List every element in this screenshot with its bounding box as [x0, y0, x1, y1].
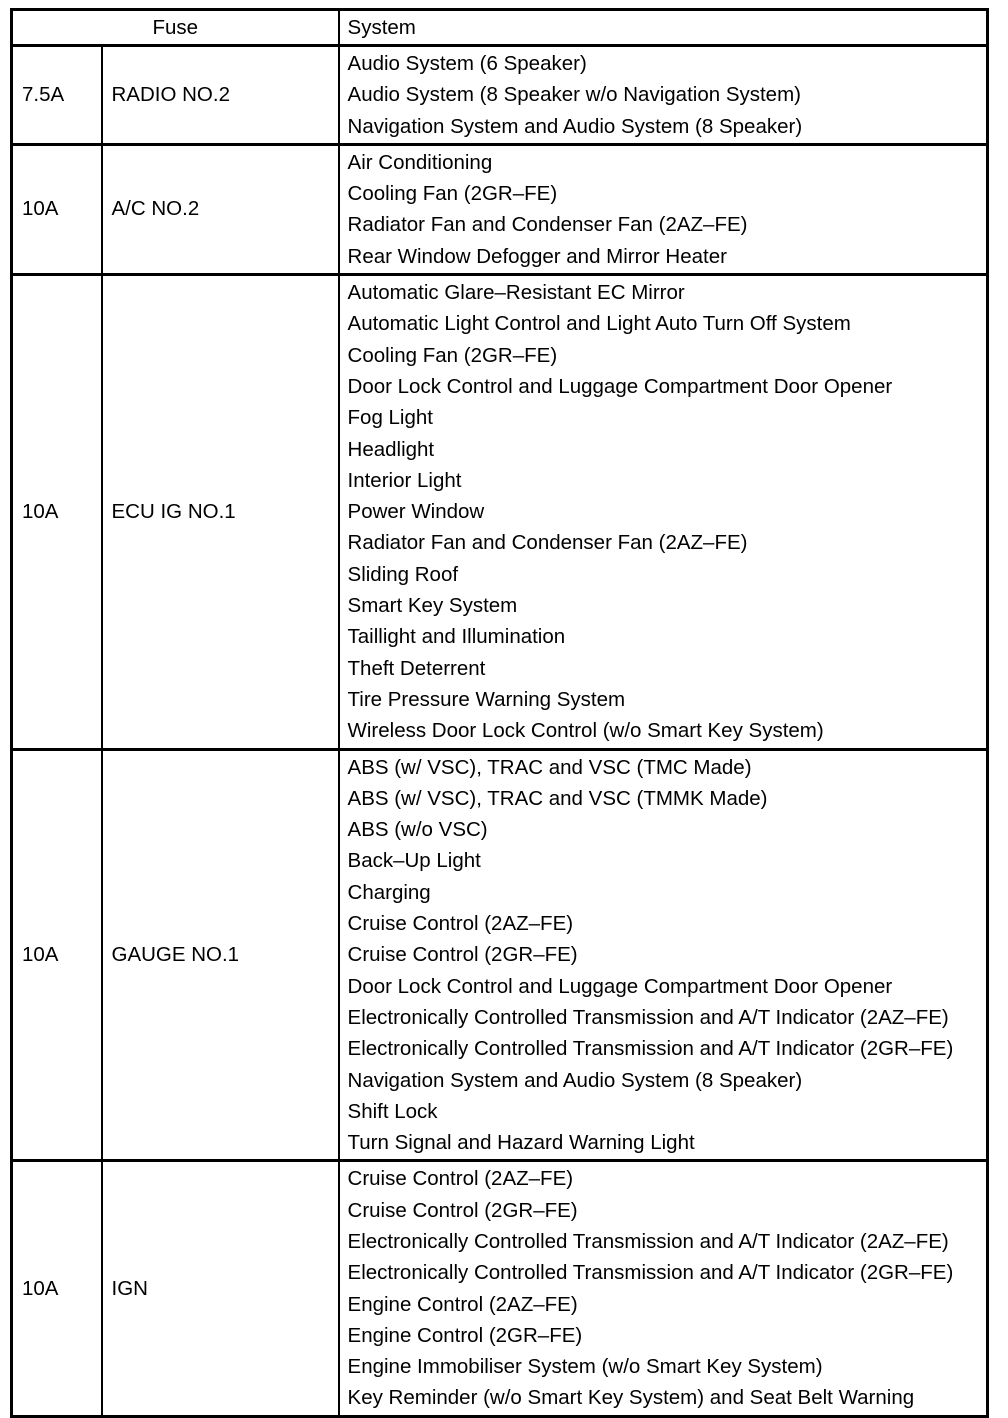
system-item: Turn Signal and Hazard Warning Light	[347, 1131, 695, 1155]
system-item: Electronically Controlled Transmission and A/T Indicator (2GR–FE)	[347, 1261, 954, 1285]
system-list	[339, 46, 988, 145]
system-list	[339, 749, 988, 1161]
system-item: Smart Key System	[347, 594, 518, 618]
system-item: Door Lock Control and Luggage Compartment Door Opener	[347, 974, 893, 998]
system-item: Charging	[347, 880, 431, 904]
system-item: Engine Control (2GR–FE)	[347, 1323, 583, 1347]
system-item: Rear Window Defogger and Mirror Heater	[347, 244, 727, 268]
system-item: ABS (w/o VSC)	[347, 818, 488, 842]
fuse-table-row	[12, 1161, 988, 1416]
fuse-name: GAUGE NO.1	[102, 749, 339, 1161]
system-item: Engine Control (2AZ–FE)	[347, 1292, 578, 1316]
system-item: Shift Lock	[347, 1099, 438, 1123]
fuse-amperage: 10A	[12, 144, 102, 274]
fuse-table	[10, 8, 989, 1418]
system-item: Cruise Control (2AZ–FE)	[347, 1167, 574, 1191]
system-list	[339, 275, 988, 749]
fuse-amperage: 10A	[12, 749, 102, 1161]
system-item: Navigation System and Audio System (8 Speaker)	[347, 1068, 803, 1092]
system-list	[339, 144, 988, 274]
system-item: Door Lock Control and Luggage Compartment Door Opener	[347, 374, 893, 398]
fuse-amperage: 10A	[12, 275, 102, 749]
system-item: Automatic Light Control and Light Auto Turn Off System	[347, 312, 851, 336]
fuse-table-row	[12, 749, 988, 1161]
fuse-table-row	[12, 144, 988, 274]
system-item: Audio System (6 Speaker)	[347, 52, 587, 75]
fuse-column-header: Fuse	[12, 10, 339, 46]
fuse-table-container	[10, 8, 989, 1418]
system-item: Fog Light	[347, 406, 433, 430]
system-item: Cooling Fan (2GR–FE)	[347, 182, 558, 206]
system-item: Audio System (8 Speaker w/o Navigation System)	[347, 83, 801, 107]
fuse-table-row	[12, 46, 988, 145]
fuse-name: ECU IG NO.1	[102, 275, 339, 749]
system-item: Cruise Control (2GR–FE)	[347, 943, 578, 967]
system-item: Sliding Roof	[347, 562, 459, 586]
header-row	[12, 10, 988, 46]
system-item: Headlight	[347, 437, 435, 461]
system-item: Electronically Controlled Transmission and A/T Indicator (2GR–FE)	[347, 1037, 954, 1061]
system-item: Key Reminder (w/o Smart Key System) and Seat Belt Warning	[347, 1386, 915, 1410]
system-item: Taillight and Illumination	[347, 625, 566, 649]
fuse-table-body	[12, 46, 988, 1417]
system-item: Navigation System and Audio System (8 Speaker)	[347, 114, 803, 138]
system-item: Tire Pressure Warning System	[347, 687, 626, 711]
system-item: Air Conditioning	[347, 150, 493, 174]
fuse-table-header	[12, 10, 988, 46]
system-item: Cruise Control (2GR–FE)	[347, 1198, 578, 1222]
system-item: ABS (w/ VSC), TRAC and VSC (TMC Made)	[347, 755, 752, 779]
system-item: Cooling Fan (2GR–FE)	[347, 343, 558, 367]
system-item: Wireless Door Lock Control (w/o Smart Key System)	[347, 719, 824, 743]
system-item: ABS (w/ VSC), TRAC and VSC (TMMK Made)	[347, 786, 768, 810]
fuse-amperage: 10A	[12, 1161, 102, 1416]
system-item: Power Window	[347, 500, 485, 524]
fuse-table-row	[12, 275, 988, 749]
fuse-name: IGN	[102, 1161, 339, 1416]
system-item: Interior Light	[347, 468, 462, 492]
system-item: Theft Deterrent	[347, 656, 486, 680]
system-item: Automatic Glare–Resistant EC Mirror	[347, 281, 685, 305]
fuse-amperage: 7.5A	[12, 46, 102, 145]
system-item: Cruise Control (2AZ–FE)	[347, 912, 574, 936]
system-list	[339, 1161, 988, 1416]
fuse-name: A/C NO.2	[102, 144, 339, 274]
system-column-header: System	[339, 10, 988, 46]
system-item: Electronically Controlled Transmission and A/T Indicator (2AZ–FE)	[347, 1229, 949, 1253]
system-item: Radiator Fan and Condenser Fan (2AZ–FE)	[347, 531, 748, 555]
system-item: Electronically Controlled Transmission and A/T Indicator (2AZ–FE)	[347, 1005, 949, 1029]
system-item: Radiator Fan and Condenser Fan (2AZ–FE)	[347, 213, 748, 237]
fuse-name: RADIO NO.2	[102, 46, 339, 145]
system-item: Back–Up Light	[347, 849, 481, 873]
system-item: Engine Immobiliser System (w/o Smart Key System)	[347, 1355, 823, 1379]
